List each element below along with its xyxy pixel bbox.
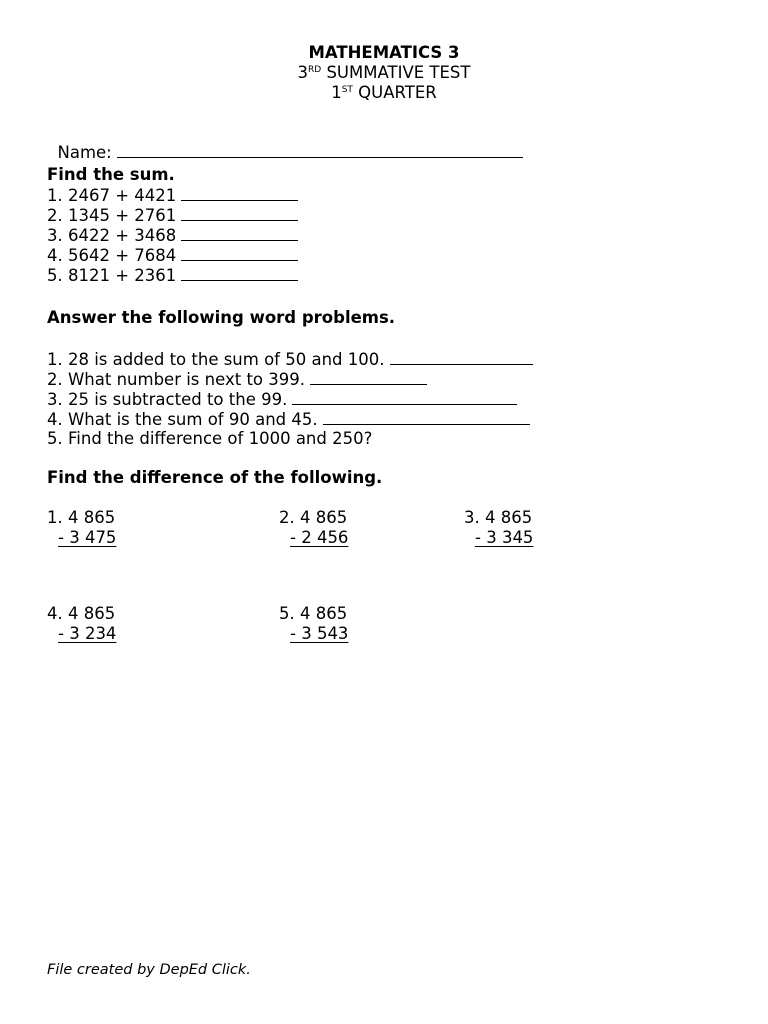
sum-item-2: 2. 1345 + 2761	[47, 205, 298, 226]
difference-problem-4-bottom: - 3 234	[58, 624, 117, 643]
answer-line[interactable]	[181, 185, 298, 201]
difference-problem-1-top: 1. 4 865	[47, 508, 116, 527]
name-answer-line[interactable]	[117, 142, 523, 158]
word-item-5: 5. Find the difference of 1000 and 250?	[47, 429, 373, 448]
answer-line[interactable]	[181, 205, 298, 221]
difference-problem-2-top: 2. 4 865	[279, 508, 348, 527]
difference-problem-2-bottom: - 2 456	[290, 528, 349, 547]
sum-item-4: 4. 5642 + 7684	[47, 245, 298, 266]
answer-line[interactable]	[310, 369, 427, 385]
answer-line[interactable]	[390, 349, 533, 365]
sum-section-heading: Find the sum.	[47, 165, 175, 184]
difference-problem-3-top: 3. 4 865	[464, 508, 533, 527]
answer-line[interactable]	[292, 389, 517, 405]
answer-line[interactable]	[181, 245, 298, 261]
sum-item-3: 3. 6422 + 3468	[47, 225, 298, 246]
word-section-heading: Answer the following word problems.	[47, 308, 396, 327]
sum-item-5: 5. 8121 + 2361	[47, 265, 298, 286]
answer-line[interactable]	[181, 225, 298, 241]
difference-problem-3-bottom: - 3 345	[475, 528, 534, 547]
name-field	[47, 122, 523, 163]
difference-problem-1-bottom: - 3 475	[58, 528, 117, 547]
sum-item-1: 1. 2467 + 4421	[47, 185, 298, 206]
difference-problem-5-bottom: - 3 543	[290, 624, 349, 643]
file-credit-footer: File created by DepEd Click.	[47, 962, 251, 978]
name-label: Name:	[57, 143, 112, 162]
word-item-1: 1. 28 is added to the sum of 50 and 100.	[47, 349, 533, 370]
word-item-2: 2. What number is next to 399.	[47, 369, 427, 390]
quarter-title: 1ST QUARTER	[331, 83, 437, 102]
word-item-3: 3. 25 is subtracted to the 99.	[47, 389, 517, 410]
test-subject-title: MATHEMATICS 3	[308, 43, 460, 62]
answer-line[interactable]	[181, 265, 298, 281]
test-type-title: 3RD SUMMATIVE TEST	[297, 63, 471, 82]
difference-section-heading: Find the difference of the following.	[47, 468, 383, 487]
word-item-4: 4. What is the sum of 90 and 45.	[47, 409, 530, 430]
difference-problem-5-top: 5. 4 865	[279, 604, 348, 623]
difference-problem-4-top: 4. 4 865	[47, 604, 116, 623]
answer-line[interactable]	[323, 409, 530, 425]
